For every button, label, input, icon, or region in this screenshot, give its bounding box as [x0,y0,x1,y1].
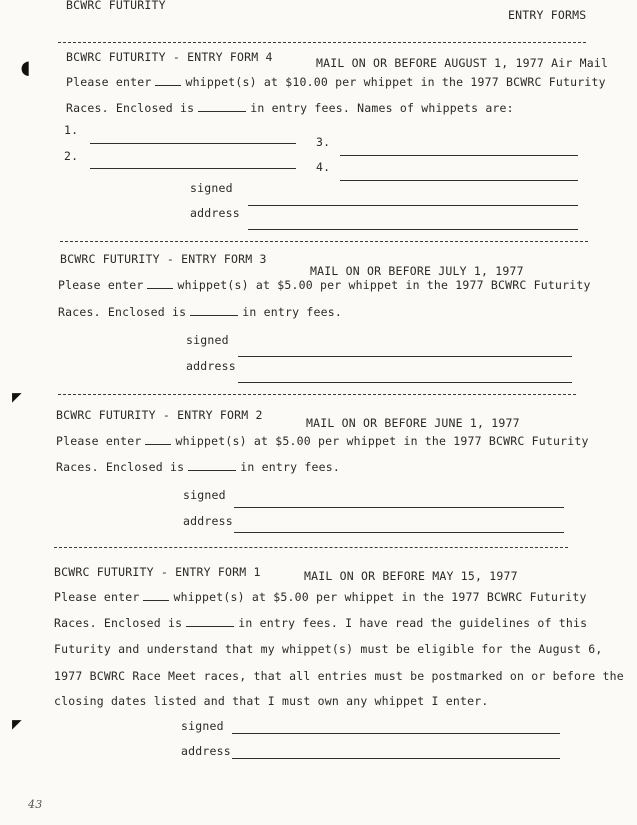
signed-label: signed [181,719,224,733]
mail-deadline: MAIL ON OR BEFORE AUGUST 1, 1977 Air Mail [316,56,609,70]
form-line [66,101,514,115]
line-text: whippet(s) at $5.00 per whippet in the 1977 BCWRC Futurity [173,590,587,604]
punch-hole-mark: ◤ [12,714,22,733]
mail-deadline: MAIL ON OR BEFORE JUNE 1, 1977 [306,416,520,430]
address-field[interactable] [238,382,572,383]
line-text: whippet(s) at $10.00 per whippet in the 1977 BCWRC Futurity [185,75,606,89]
fee-amount-field[interactable] [198,101,246,112]
signature-field[interactable] [234,507,564,508]
line-text: in entry fees. [242,305,342,319]
form-line [54,590,587,604]
name-number: 4. [316,160,331,174]
line-text: Races. Enclosed is [66,101,195,115]
form-title: BCWRC FUTURITY - ENTRY FORM 2 [56,408,263,422]
line-text: in entry fees. Names of whippets are: [250,101,514,115]
whippet-name-field[interactable] [90,143,296,144]
whippet-count-field[interactable] [145,434,171,445]
form-line [58,305,342,319]
line-text: Races. Enclosed is [58,305,187,319]
line-text: Please enter [66,75,152,89]
fee-amount-field[interactable] [188,460,236,471]
form-line [56,460,340,474]
line-text: in entry fees. I have read the guidelines of this [238,616,588,630]
form-line [58,278,591,292]
address-field[interactable] [248,229,578,230]
divider [54,547,568,548]
signature-field[interactable] [238,356,572,357]
whippet-count-field[interactable] [147,278,173,289]
line-text: Please enter [56,434,142,448]
line-text: Races. Enclosed is [54,616,183,630]
address-label: address [186,359,236,373]
punch-hole-mark: ◤ [12,387,22,406]
fee-amount-field[interactable] [186,616,234,627]
line-text: in entry fees. [240,460,340,474]
header-title: BCWRC FUTURITY [66,0,166,12]
address-label: address [181,744,231,758]
whippet-name-field[interactable] [90,168,296,169]
line-text: Please enter [54,590,140,604]
line-text: whippet(s) at $5.00 per whippet in the 1977 BCWRC Futurity [175,434,589,448]
whippet-count-field[interactable] [155,75,181,86]
form-title: BCWRC FUTURITY - ENTRY FORM 4 [66,50,273,64]
form-line: Futurity and understand that my whippet(s) must be eligible for the August 6, [54,642,603,656]
name-number: 3. [316,135,331,149]
signed-label: signed [183,488,226,502]
signed-label: signed [190,181,233,195]
signature-field[interactable] [232,733,560,734]
page-number: 43 [28,798,43,811]
header-right: ENTRY FORMS [508,8,587,22]
whippet-count-field[interactable] [143,590,169,601]
line-text: Races. Enclosed is [56,460,185,474]
form-line: closing dates listed and that I must own any whippet I enter. [54,694,489,708]
fee-amount-field[interactable] [190,305,238,316]
punch-hole-mark: ◖ [18,53,33,81]
line-text: whippet(s) at $5.00 per whippet in the 1977 BCWRC Futurity [177,278,591,292]
form-title: BCWRC FUTURITY - ENTRY FORM 3 [60,252,267,266]
line-text: Please enter [58,278,144,292]
name-number: 2. [64,149,79,163]
divider [60,241,588,242]
whippet-name-field[interactable] [340,180,578,181]
form-line [54,616,587,630]
signed-label: signed [186,333,229,347]
mail-deadline: MAIL ON OR BEFORE JULY 1, 1977 [310,264,524,278]
address-field[interactable] [232,758,560,759]
whippet-name-field[interactable] [340,155,578,156]
address-field[interactable] [234,532,564,533]
divider [58,42,586,43]
address-label: address [190,206,240,220]
form-line [56,434,589,448]
form-title: BCWRC FUTURITY - ENTRY FORM 1 [54,565,261,579]
form-line: 1977 BCWRC Race Meet races, that all entries must be postmarked on or before the [54,669,624,683]
divider [58,394,576,395]
signature-field[interactable] [248,205,578,206]
form-line [66,75,606,89]
mail-deadline: MAIL ON OR BEFORE MAY 15, 1977 [304,569,518,583]
name-number: 1. [64,123,79,137]
address-label: address [183,514,233,528]
